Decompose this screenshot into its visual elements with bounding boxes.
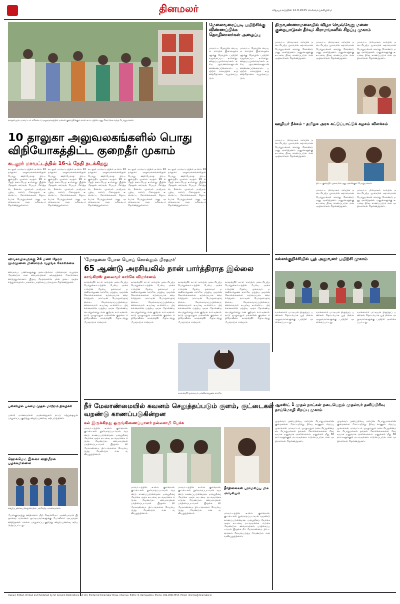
left-mid-headline1: விவசாயிகளுக்கு 24 மணி நேரம் மும்முனை மின்சாரம் வழங்க கோரிக்கை xyxy=(8,257,75,266)
center-body-a: காங்கிரஸ் கட்சி சார்பில் நடைபெற்ற பொதுக்கூட்டத்தில் பேசிய அக்கட்சியின் தேசிய தலைவர் மல்லிகார்ஜுன கார்கே, மத்திய அரசின் கொள்கைகளை கடுமையாக விமர்சித்தார். நாட்டின் பொருளாதார நிலை, வேலைவாய்ப்பின்மை, விலைவாசி உயர்வு உள்ளிட்ட பிரச்னைகளில் மத்திய அரசு தோல்வியடைந்துள்ளது என குற்றம் சாட்டினார். நாடு முழுவதும் மக்களின் குரலை எதிரொலிக்க காங்கிரஸ் தொடர்ந்து போராடும் என்றார். xyxy=(84,281,128,324)
lead-body-col1: கடலூர் மாவட்டத்தில் உள்ள 10 தாலுகா அலுவலகங்களிலும் பொது விநியோகத் திட்ட குறைதீர் முகாம் வரும் 16 ம் தேதி நடைபெற உள்ளது. இதில் ரேஷன் கார்டில் பெயர் சேர்த்தல், நீக்கல், முகவரி மாற்றம், புதிய கார்டு கோருதல் உள்ளிட்ட கோரிக்கைகள் தொடர்பாக பொதுமக்கள் மனு அளிக்கலாம் என கலெக்டர் தெரிவித்துள்ளார். xyxy=(8,168,46,208)
masthead-logo: தினமலர் xyxy=(159,4,199,15)
lead-photo xyxy=(8,22,203,118)
col-rule-4 xyxy=(272,402,273,590)
right-bottom-body-a: முதல்வர் தனிப்பிரிவு சார்பில் பொதுமக்களின் குறைகளை கேட்டறிந்து தீர்வு காணும் சிறப்பு முகாம்கள் மாவட்டம் முழுவதும் நடைபெறுகின்றன. பொதுமக்கள் தங்கள் கோரிக்கைகளை நேரடியாக மனுவாக அளிக்கலாம். மனுக்கள் மீது 30 நாட்களுக்குள் நடவடிக்கை எடுக்கப்படும் என அதிகாரிகள் தெரிவித்தனர். xyxy=(275,420,334,443)
bottom-center-body-d: மாவட்டத்தில் உள்ள குளங்கள், குட்டைகள் தூர்வாரப்படாமல் வறண்டு காணப்படுகின்றன. மழைநீரை சேமிக்க அரசு உடனடி நடவடிக்கை எடுக்க வேண்டும். விவசாயிகள் பாதிக்கப்படாமல் இருக்க நீர் மேலாண்மை திட்டங்களை செயல்படுத்த வேண்டும் என வலியுறுத்தினார். xyxy=(224,512,270,539)
bottom-center-photo2 xyxy=(224,427,270,483)
bottom-center-body-b: மாவட்டத்தில் உள்ள குளங்கள், குட்டைகள் தூர்வாரப்படாமல் வறண்டு காணப்படுகின்றன. மழைநீரை சேமிக்க அரசு உடனடி நடவடிக்கை எடுக்க வேண்டும். விவசாயிகள் பாதிக்கப்படாமல் இருக்க நீர் மேலாண்மை திட்டங்களை செயல்படுத்த வேண்டும் என வலியுறுத்தினார். xyxy=(131,486,175,516)
center-body-d: காங்கிரஸ் கட்சி சார்பில் நடைபெற்ற பொதுக்கூட்டத்தில் பேசிய அக்கட்சியின் தேசிய தலைவர் மல்லிகார்ஜுன கார்கே, மத்திய அரசின் கொள்கைகளை கடுமையாக விமர்சித்தார். நாட்டின் பொருளாதார நிலை, வேலைவாய்ப்பின்மை, விலைவாசி உயர்வு உள்ளிட்ட பிரச்னைகளில் மத்திய அரசு தோல்வியடைந்துள்ளது என குற்றம் சாட்டினார். நாடு முழுவதும் மக்களின் குரலை எதிரொலிக்க காங்கிரஸ் தொடர்ந்து போராடும் என்றார். xyxy=(225,281,270,324)
left-bottom-rule xyxy=(8,454,78,455)
right-top-body-c: மாவட்ட நிர்வாகம் சார்பில் நடைபெற்ற முகாமில் ஏராளமான பொதுமக்கள் கலந்து கொண்டு மனு அளித்தனர். மனுக்களுக்கு உடனடி தீர்வு காணப்படும் என அதிகாரிகள் தெரிவித்தனர். xyxy=(357,41,396,61)
footer-imprint: Owned, Edited, Printed and Published by Sri Aravind Publications Pvt Ltd. Printed at Dinamalar Press, Chennai. Editor: R. Ramasubbu. Phone: 044-28413553. Email: dmrcbe@dinamalar.in xyxy=(8,594,213,597)
masthead-rule xyxy=(4,19,396,20)
center-photo-caption: காங்கிரஸ் தலைவர் மல்லிகார்ஜுன கார்கே xyxy=(178,392,222,395)
left-bottom-photo xyxy=(8,468,78,506)
right-mid-body-a: வாக்காளர் பட்டியல் திருத்தப் பணிகள் தொடர்பாக பூத் நிலை அலுவலர்களுக்கு பயிற்சி அளிக்கப்பட்டது. xyxy=(275,311,313,324)
col-rule-3 xyxy=(80,256,81,596)
bottom-center-body-a: மாவட்டத்தில் உள்ள குளங்கள், குட்டைகள் தூர்வாரப்படாமல் வறண்டு காணப்படுகின்றன. மழைநீரை சேமிக்க அரசு உடனடி நடவடிக்கை எடுக்க வேண்டும். விவசாயிகள் பாதிக்கப்படாமல் இருக்க நீர் மேலாண்மை திட்டங்களை செயல்படுத்த வேண்டும் என வலியுறுத்தினார். xyxy=(84,427,128,457)
right-top-headline2: ஊழியர் நீக்கம் - தமிழக அரசு கட்டுப்பாட்டுக் கழகம் விளக்கம் xyxy=(275,121,388,126)
col-rule-2 xyxy=(272,22,273,352)
bottom-center-quote: நீர்நிலைகள் பராமரிப்பு மிக அவசியம் xyxy=(224,486,269,495)
left-mid-rule2 xyxy=(8,401,78,402)
right-mid-photo xyxy=(275,271,396,309)
right-bottom-headline: ஆகஸ்ட் 1 முதல் நாட்கள் நடைபெறும் முதல்வர் தனிப்பிரிவு தாய்மொழி சிறப்பு முகாம் xyxy=(275,402,385,412)
bottom-center-body-c: மாவட்டத்தில் உள்ள குளங்கள், குட்டைகள் தூர்வாரப்படாமல் வறண்டு காணப்படுகின்றன. மழைநீரை சேமிக்க அரசு உடனடி நடவடிக்கை எடுக்க வேண்டும். விவசாயிகள் பாதிக்கப்படாமல் இருக்க நீர் மேலாண்மை திட்டங்களை செயல்படுத்த வேண்டும் என வலியுறுத்தினார். xyxy=(178,486,221,516)
logo-icon xyxy=(7,5,18,16)
right-mid-headline: கல்லக்குறிச்சியில் பூத் அலுவலர் பயிற்சி முகாம் xyxy=(275,257,368,262)
bottom-center-rule xyxy=(84,399,396,400)
right-top-body-d: மாவட்ட நிர்வாகம் சார்பில் நடைபெற்ற முகாமில் ஏராளமான பொதுமக்கள் கலந்து கொண்டு மனு அளித்தனர். மனுக்களுக்கு உடனடி தீர்வு காணப்படும் என அதிகாரிகள் தெரிவித்தனர். xyxy=(275,139,313,159)
top-middle-body-a: மாவட்ட தொழில் மையம் சார்பில் இளைஞர்களுக்கு தொழில் பயிற்சி வழங்கப்பட உள்ளது. விருப்பமுள்ளவர்கள் உரிய ஆவணங்களுடன் விண்ணப்பிக்கலாம். பயிற்சி காலத்தில் உதவித்தொகை வழங்கப்படும். xyxy=(209,47,238,80)
left-mid-body1: விவசாய பணிகளுக்கு தடையில்லா மின்சாரம் வழங்க வேண்டும் என விவசாயிகள் சங்கத்தினர் கோரிக்கை விடுத்துள்ளனர். இரவு நேரங்களில் மின் தடை அதிகரித்துள்ளதால் பாசனம் பாதிக்கப்படுவதாக தெரிவித்தனர். xyxy=(8,271,78,284)
right-top-caption1: திட்ட குறைதீர் முகாமில் மனு அளிக்கும் பொதுமக்கள். xyxy=(316,182,373,185)
bottom-center-photo xyxy=(131,427,221,483)
center-subhead: காங்கிரஸ் தலைவர் கார்கே விமர்சனம் xyxy=(84,274,157,279)
right-top-body-e: மாவட்ட நிர்வாகம் சார்பில் நடைபெற்ற முகாமில் ஏராளமான பொதுமக்கள் கலந்து கொண்டு மனு அளித்தனர். மனுக்களுக்கு உடனடி தீர்வு காணப்படும் என அதிகாரிகள் தெரிவித்தனர். xyxy=(316,189,354,209)
right-bottom-body-b: முதல்வர் தனிப்பிரிவு சார்பில் பொதுமக்களின் குறைகளை கேட்டறிந்து தீர்வு காணும் சிறப்பு முகாம்கள் மாவட்டம் முழுவதும் நடைபெறுகின்றன. பொதுமக்கள் தங்கள் கோரிக்கைகளை நேரடியாக மனுவாக அளிக்கலாம். மனுக்கள் மீது 30 நாட்களுக்குள் நடவடிக்கை எடுக்கப்படும் என அதிகாரிகள் தெரிவித்தனர். xyxy=(337,420,396,443)
left-bottom-body: போக்குவரத்து விதிகளை மீறி ஹெல்மெட் அணியாமல் இருசக்கர வாகனம் ஓட்டியவர்களுக்கு போலீசார் அபராதம் விதித்தனர். சாலை பாதுகாப்பு குறித்து விழிப்புணர்வு ஏற்படுத்தப்பட்டது. xyxy=(8,514,78,527)
left-bottom-headline: ஹெல்மெட் இல்லா விதிமீறல் பழக்கமில்லை xyxy=(8,457,56,466)
lead-body-col5: கடலூர் மாவட்டத்தில் உள்ள 10 தாலுகா அலுவலகங்களிலும் பொது விநியோகத் திட்ட குறைதீர் முகாம் வரும் 16 ம் தேதி நடைபெற உள்ளது. இதில் ரேஷன் கார்டில் பெயர் சேர்த்தல், நீக்கல், முகவரி மாற்றம், புதிய கார்டு கோருதல் உள்ளிட்ட கோரிக்கைகள் தொடர்பாக பொதுமக்கள் மனு அளிக்கலாம் என கலெக்டர் தெரிவித்துள்ளார். xyxy=(168,168,206,208)
left-bottom-caption: விழிப்புணர்வு நிகழ்ச்சியில் பங்கேற்ற மாணவர்கள். xyxy=(8,507,61,510)
right-top-headline: திருவண்ணாமலையில் விழா வெவ்வேறு மனை குறைபாடுகள் தீர்வு: கிராமங்களில் சிறப்பு முகாம் xyxy=(275,23,371,34)
masthead-date: விஜயநகரத்தின் 12.8.2025 செவ்வாய்க்கிழமை xyxy=(272,9,332,12)
lead-headline: 10 தாலுகா அலுவலகங்களில் பொது விநியோகத்திட்ட குறைதீர் முகாம் xyxy=(8,131,193,157)
center-body-b: காங்கிரஸ் கட்சி சார்பில் நடைபெற்ற பொதுக்கூட்டத்தில் பேசிய அக்கட்சியின் தேசிய தலைவர் மல்லிகார்ஜுன கார்கே, மத்திய அரசின் கொள்கைகளை கடுமையாக விமர்சித்தார். நாட்டின் பொருளாதார நிலை, வேலைவாய்ப்பின்மை, விலைவாசி உயர்வு உள்ளிட்ட பிரச்னைகளில் மத்திய அரசு தோல்வியடைந்துள்ளது என குற்றம் சாட்டினார். நாடு முழுவதும் மக்களின் குரலை எதிரொலிக்க காங்கிரஸ் தொடர்ந்து போராடும் என்றார். xyxy=(131,281,175,324)
center-body-c: காங்கிரஸ் கட்சி சார்பில் நடைபெற்ற பொதுக்கூட்டத்தில் பேசிய அக்கட்சியின் தேசிய தலைவர் மல்லிகார்ஜுன கார்கே, மத்திய அரசின் கொள்கைகளை கடுமையாக விமர்சித்தார். நாட்டின் பொருளாதார நிலை, வேலைவாய்ப்பின்மை, விலைவாசி உயர்வு உள்ளிட்ட பிரச்னைகளில் மத்திய அரசு தோல்வியடைந்துள்ளது என குற்றம் சாட்டினார். நாடு முழுவதும் மக்களின் குரலை எதிரொலிக்க காங்கிரஸ் தொடர்ந்து போராடும் என்றார். xyxy=(178,281,222,324)
right-top-photo xyxy=(357,78,396,114)
top-middle-body-b: மாவட்ட தொழில் மையம் சார்பில் இளைஞர்களுக்கு தொழில் பயிற்சி வழங்கப்பட உள்ளது. விருப்பமுள்ளவர்கள் உரிய ஆவணங்களுடன் விண்ணப்பிக்கலாம். பயிற்சி காலத்தில் உதவித்தொகை வழங்கப்படும். xyxy=(240,47,269,80)
left-mid-rule xyxy=(8,254,270,255)
center-kicker: 'மோதலை போல பொய் சொல்லும் பிரதமர்' xyxy=(84,258,177,263)
right-mid-rule xyxy=(275,254,396,255)
lead-body-col2: கடலூர் மாவட்டத்தில் உள்ள 10 தாலுகா அலுவலகங்களிலும் பொது விநியோகத் திட்ட குறைதீர் முகாம் வரும் 16 ம் தேதி நடைபெற உள்ளது. இதில் ரேஷன் கார்டில் பெயர் சேர்த்தல், நீக்கல், முகவரி மாற்றம், புதிய கார்டு கோருதல் உள்ளிட்ட கோரிக்கைகள் தொடர்பாக பொதுமக்கள் மனு அளிக்கலாம் என கலெக்டர் தெரிவித்துள்ளார். xyxy=(48,168,86,208)
right-mid-body-b: வாக்காளர் பட்டியல் திருத்தப் பணிகள் தொடர்பாக பூத் நிலை அலுவலர்களுக்கு பயிற்சி அளிக்கப்பட்டது. xyxy=(316,311,354,324)
lead-subhead: கடலூர் மாவட்டத்தில் 16-ம் தேதி நடக்கிறது xyxy=(8,161,108,167)
col-rule-1 xyxy=(206,22,207,252)
right-top-photo2 xyxy=(316,139,396,181)
center-photo xyxy=(178,343,270,391)
lead-body-col3: கடலூர் மாவட்டத்தில் உள்ள 10 தாலுகா அலுவலகங்களிலும் பொது விநியோகத் திட்ட குறைதீர் முகாம் வரும் 16 ம் தேதி நடைபெற உள்ளது. இதில் ரேஷன் கார்டில் பெயர் சேர்த்தல், நீக்கல், முகவரி மாற்றம், புதிய கார்டு கோருதல் உள்ளிட்ட கோரிக்கைகள் தொடர்பாக பொதுமக்கள் மனு அளிக்கலாம் என கலெக்டர் தெரிவித்துள்ளார். xyxy=(88,168,126,208)
right-top-body-b: மாவட்ட நிர்வாகம் சார்பில் நடைபெற்ற முகாமில் ஏராளமான பொதுமக்கள் கலந்து கொண்டு மனு அளித்தனர். மனுக்களுக்கு உடனடி தீர்வு காணப்படும் என அதிகாரிகள் தெரிவித்தனர். xyxy=(316,41,354,61)
footer-rule xyxy=(4,592,396,593)
right-top-body-f: மாவட்ட நிர்வாகம் சார்பில் நடைபெற்ற முகாமில் ஏராளமான பொதுமக்கள் கலந்து கொண்டு மனு அளித்தனர். மனுக்களுக்கு உடனடி தீர்வு காணப்படும் என அதிகாரிகள் தெரிவித்தனர். xyxy=(357,189,396,209)
lead-body-col4: கடலூர் மாவட்டத்தில் உள்ள 10 தாலுகா அலுவலகங்களிலும் பொது விநியோகத் திட்ட குறைதீர் முகாம் வரும் 16 ம் தேதி நடைபெற உள்ளது. இதில் ரேஷன் கார்டில் பெயர் சேர்த்தல், நீக்கல், முகவரி மாற்றம், புதிய கார்டு கோருதல் உள்ளிட்ட கோரிக்கைகள் தொடர்பாக பொதுமக்கள் மனு அளிக்கலாம் என கலெக்டர் தெரிவித்துள்ளார். xyxy=(128,168,166,208)
right-top-body-a: மாவட்ட நிர்வாகம் சார்பில் நடைபெற்ற முகாமில் ஏராளமான பொதுமக்கள் கலந்து கொண்டு மனு அளித்தனர். மனுக்களுக்கு உடனடி தீர்வு காணப்படும் என அதிகாரிகள் தெரிவித்தனர். xyxy=(275,41,313,61)
lead-photo-caption: காஞ்சிபுரம் மாவட்டம் கலெக்டர் அலுவலகத்தில் மக்கள் குறைதீர்க்கும் நாள் கூட்டத்தில் மனு கொடுக்க வந்த பொதுமக்கள். xyxy=(8,119,134,122)
top-middle-headline: மேலைவரைப்படி பயிற்சிக்கு விண்ணப்பிக்க தொழிலாளர்கள் அழைப்பு xyxy=(209,23,266,39)
left-mid-body2: பள்ளி மாணவர்கள் மரக்கன்றுகள் நட்டு சுற்றுச்சூழல் பாதுகாப்பு குறித்து விழிப்புணர்வு ஏற்படுத்தினர். xyxy=(8,414,78,421)
bottom-center-subhead: கல் இருக்கிறது ஒருங்கிணைப்பாளர் நல்லசாமி பேச்சு xyxy=(84,420,185,425)
left-mid-headline2: பள்ளியில் பசுமை முதல் மாற்றம் நிகழ்ச்சி xyxy=(8,404,72,408)
center-headline: 65 ஆண்டு அரசியலில் நான் பார்த்திராத இல்லை xyxy=(84,264,254,273)
right-mid-body-c: வாக்காளர் பட்டியல் திருத்தப் பணிகள் தொடர்பாக பூத் நிலை அலுவலர்களுக்கு பயிற்சி அளிக்கப்பட்டது. xyxy=(357,311,396,324)
bottom-center-headline: நீர் மேலாண்மையில் கவனம் செலுத்தப்படும் குளம், குட்டைகள் வறண்டு காணப்படுகின்றன xyxy=(84,402,274,419)
